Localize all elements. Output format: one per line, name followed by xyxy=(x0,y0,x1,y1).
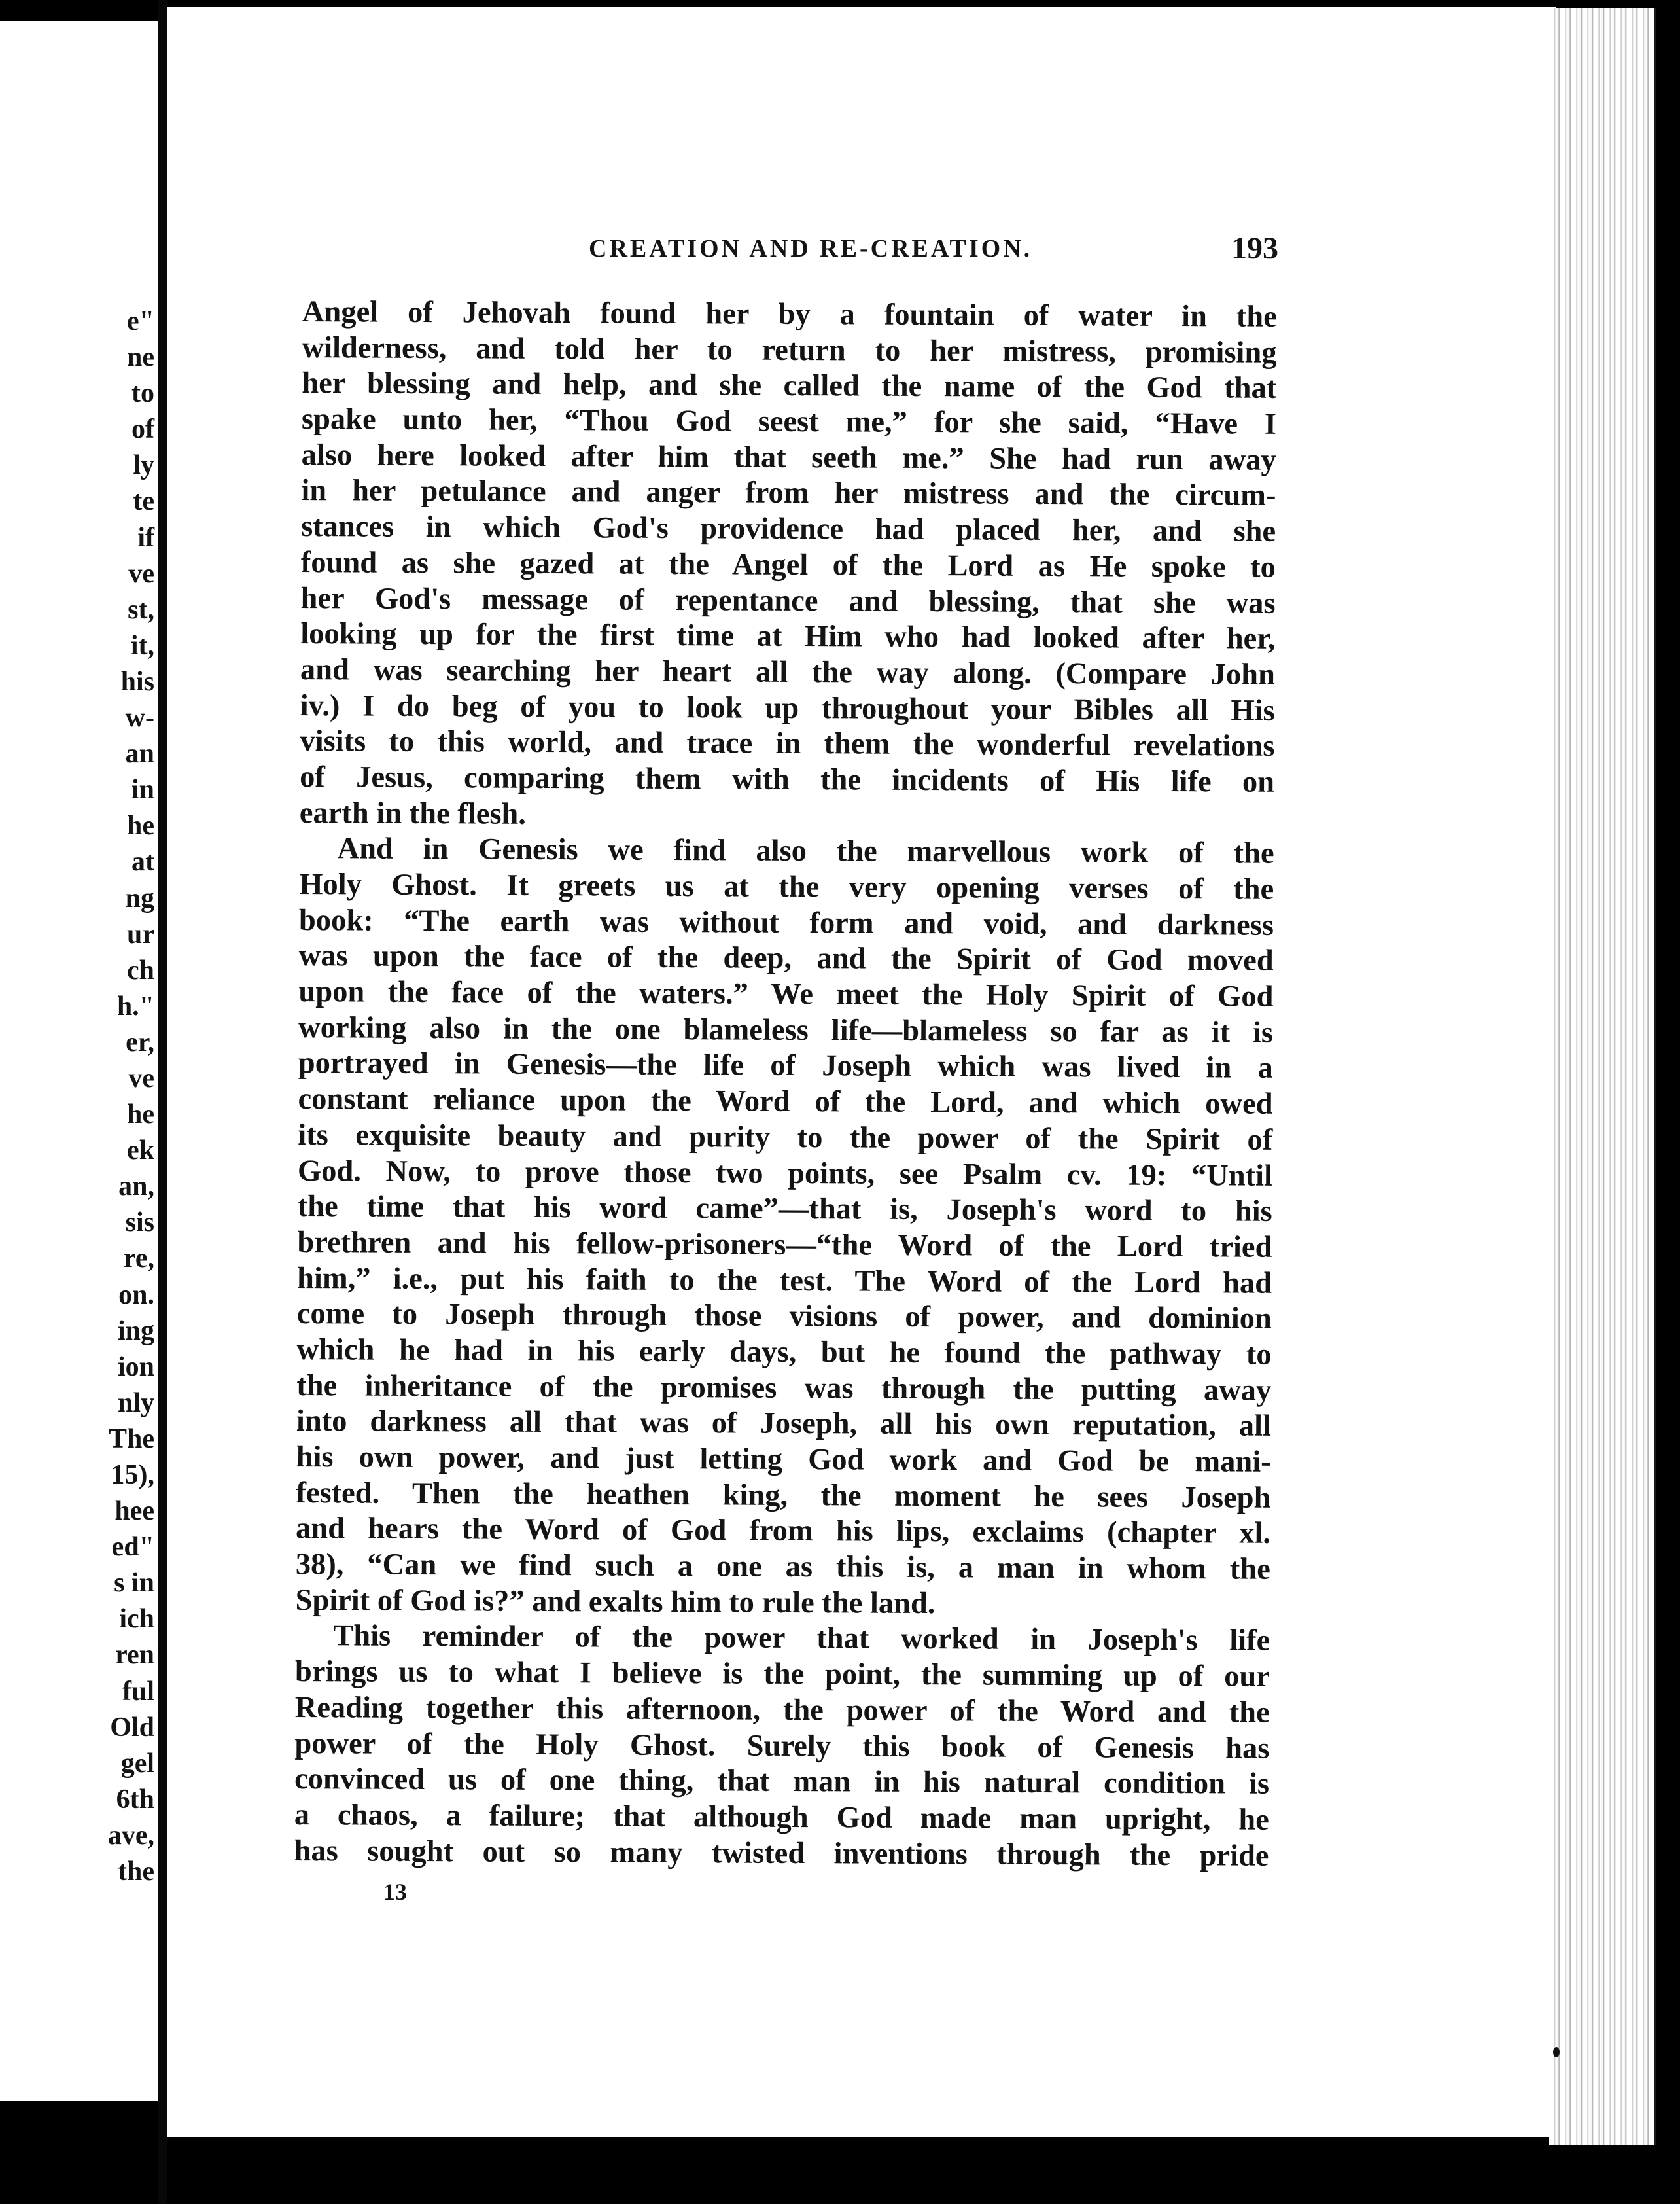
facing-page-fragment: ch xyxy=(127,955,154,986)
text-line: visits to this world, and trace in them the wonderful revelations xyxy=(300,724,1275,764)
text-line: and hears the Word of God from his lips, exclaims (chapter xl. xyxy=(295,1512,1271,1551)
text-line: brings us to what I believe is the point, the summing up of our xyxy=(294,1655,1270,1694)
text-line: come to Joseph through those visions of power, and dominion xyxy=(296,1297,1272,1336)
text-line: iv.) I do beg of you to look up throughout your Bibles all His xyxy=(300,688,1275,728)
running-head: CREATION AND RE-CREATION. xyxy=(589,235,1033,262)
text-line: and was searching her heart all the way along. (Compare John xyxy=(300,652,1276,692)
text-line: its exquisite beauty and purity to the power of the Spirit of xyxy=(298,1118,1273,1157)
facing-page-fragment: his xyxy=(120,666,154,697)
facing-page-fragment: on. xyxy=(118,1279,154,1310)
facing-page-fragment: gel xyxy=(120,1748,154,1779)
facing-page-fragment: ly xyxy=(133,450,154,481)
facing-page-fragment: ur xyxy=(127,919,154,950)
text-line: fested. Then the heathen king, the moment he sees Joseph xyxy=(296,1476,1271,1515)
facing-page-fragment: ren xyxy=(115,1640,154,1671)
text-line: wilderness, and told her to return to her mistress, promising xyxy=(302,330,1277,370)
text-line: in her petulance and anger from her mistress and the circum- xyxy=(301,474,1276,513)
text-line: earth in the flesh. xyxy=(299,796,527,831)
text-line: And in Genesis we find also the marvellous work of the xyxy=(337,832,1274,871)
facing-page-fragment: h." xyxy=(116,991,154,1022)
text-line: the inheritance of the promises was through the putting away xyxy=(296,1368,1272,1408)
page-block-edges xyxy=(1549,8,1656,2145)
book-gutter xyxy=(158,0,167,2204)
facing-page-fragment: hee xyxy=(114,1496,154,1527)
facing-page-fragment: it, xyxy=(130,630,154,661)
text-line: looking up for the first time at Him who had looked after her, xyxy=(300,617,1276,656)
text-line: brethren and his fellow-prisoners—“the Word of the Lord tried xyxy=(297,1225,1272,1264)
text-line: her God's message of repentance and blessing, that she was xyxy=(300,581,1276,620)
text-line: power of the Holy Ghost. Surely this book of Genesis has xyxy=(294,1726,1270,1766)
text-line: God. Now, to prove those two points, see Psalm cv. 19: “Until xyxy=(297,1154,1273,1193)
facing-page-fragment: ed" xyxy=(111,1532,154,1563)
text-line: This reminder of the power that worked in Joseph's life xyxy=(333,1619,1270,1658)
facing-page-fragment: ne xyxy=(127,342,154,373)
facing-page-fragment: ve xyxy=(128,1063,154,1093)
facing-page-fragment: ek xyxy=(127,1135,154,1166)
text-line: Holy Ghost. It greets us at the very opening verses of the xyxy=(299,867,1274,906)
facing-page-fragment: te xyxy=(133,486,154,517)
text-line: spake unto her, “Thou God seest me,” for she said, “Have I xyxy=(301,402,1277,441)
facing-page-fragment: he xyxy=(127,811,154,842)
facing-page-fragment: of xyxy=(131,414,154,445)
text-line: was upon the face of the deep, and the Spirit of God moved xyxy=(298,939,1274,978)
facing-page-fragment: an, xyxy=(118,1171,154,1202)
facing-page-fragment: 6th xyxy=(116,1784,154,1815)
facing-page-fragment: Old xyxy=(110,1712,154,1743)
body-text xyxy=(294,294,1277,1874)
facing-page-fragment: ion xyxy=(117,1351,154,1382)
facing-page-fragment: at xyxy=(131,847,154,878)
text-line: working also in the one blameless life—blameless so far as it is xyxy=(298,1010,1274,1050)
facing-page-fragment: if xyxy=(137,522,154,553)
facing-page-fragment: w- xyxy=(125,703,154,734)
facing-page-fragment: re, xyxy=(123,1243,154,1274)
text-line: a chaos, a failure; that although God made man upright, he xyxy=(294,1798,1269,1837)
facing-page-fragment: 15), xyxy=(111,1460,154,1490)
text-line: also here looked after him that seeth me.” She had run away xyxy=(301,438,1276,477)
text-line: into darkness all that was of Joseph, all his own reputation, all xyxy=(296,1404,1272,1444)
text-line: his own power, and just letting God work and God be mani- xyxy=(296,1440,1271,1479)
text-line: upon the face of the waters.” We meet the Holy Spirit of God xyxy=(298,975,1274,1014)
facing-page-fragment: the xyxy=(118,1857,154,1887)
facing-page-fragment: e" xyxy=(127,306,154,336)
text-line: found as she gazed at the Angel of the Lord as He spoke to xyxy=(300,545,1276,584)
text-line: constant reliance upon the Word of the Lord, and which owed xyxy=(298,1082,1273,1121)
facing-page-fragment: ing xyxy=(117,1315,154,1346)
text-line: her blessing and help, and she called the name of the God that xyxy=(302,366,1277,406)
text-line: Angel of Jehovah found her by a fountain of water in the xyxy=(302,295,1277,334)
facing-page-fragment: The xyxy=(108,1423,154,1454)
text-line: Spirit of God is?” and exalts him to rule the land. xyxy=(295,1583,936,1620)
facing-page-fragment: nly xyxy=(117,1387,154,1418)
facing-page xyxy=(0,21,158,2101)
text-line: stances in which God's providence had placed her, and she xyxy=(301,510,1276,548)
facing-page-fragment: ve xyxy=(128,558,154,589)
text-line: book: “The earth was without form and void, and darkness xyxy=(298,903,1274,942)
edge-mark xyxy=(1553,2047,1560,2057)
facing-page-fragment: ave, xyxy=(107,1820,154,1851)
facing-page-fragment: ng xyxy=(125,883,154,914)
text-line: the time that his word came”—that is, Joseph's word to his xyxy=(297,1190,1272,1228)
facing-page-fragment: he xyxy=(127,1099,154,1130)
text-line: which he had in his early days, but he found the pathway to xyxy=(296,1332,1272,1372)
signature-mark: 13 xyxy=(383,1879,407,1905)
facing-page-fragment: er, xyxy=(126,1027,154,1058)
text-line: of Jesus, comparing them with the incidents of His life on xyxy=(300,760,1275,799)
text-line: portrayed in Genesis—the life of Joseph which was lived in a xyxy=(298,1046,1273,1086)
text-line: 38), “Can we find such a one as this is, a man in whom the xyxy=(295,1548,1270,1586)
facing-page-fragment: s in xyxy=(114,1568,154,1599)
facing-page-fragment: ich xyxy=(119,1604,154,1635)
page-number: 193 xyxy=(1231,231,1278,266)
facing-page-fragment: in xyxy=(131,775,154,806)
facing-page-fragment: an xyxy=(125,739,154,770)
text-line: him,” i.e., put his faith to the test. The Word of the Lord had xyxy=(296,1261,1272,1300)
text-line: Reading together this afternoon, the power of the Word and the xyxy=(294,1690,1270,1730)
text-line: has sought out so many twisted inventions through the pride xyxy=(294,1834,1269,1873)
text-line: convinced us of one thing, that man in his natural condition is xyxy=(294,1762,1270,1801)
facing-page-text-fragments xyxy=(108,304,154,1890)
facing-page-fragment: ful xyxy=(122,1676,154,1707)
facing-page-fragment: to xyxy=(131,378,154,409)
facing-page-fragment: sis xyxy=(125,1207,154,1238)
facing-page-fragment: st, xyxy=(128,594,154,625)
